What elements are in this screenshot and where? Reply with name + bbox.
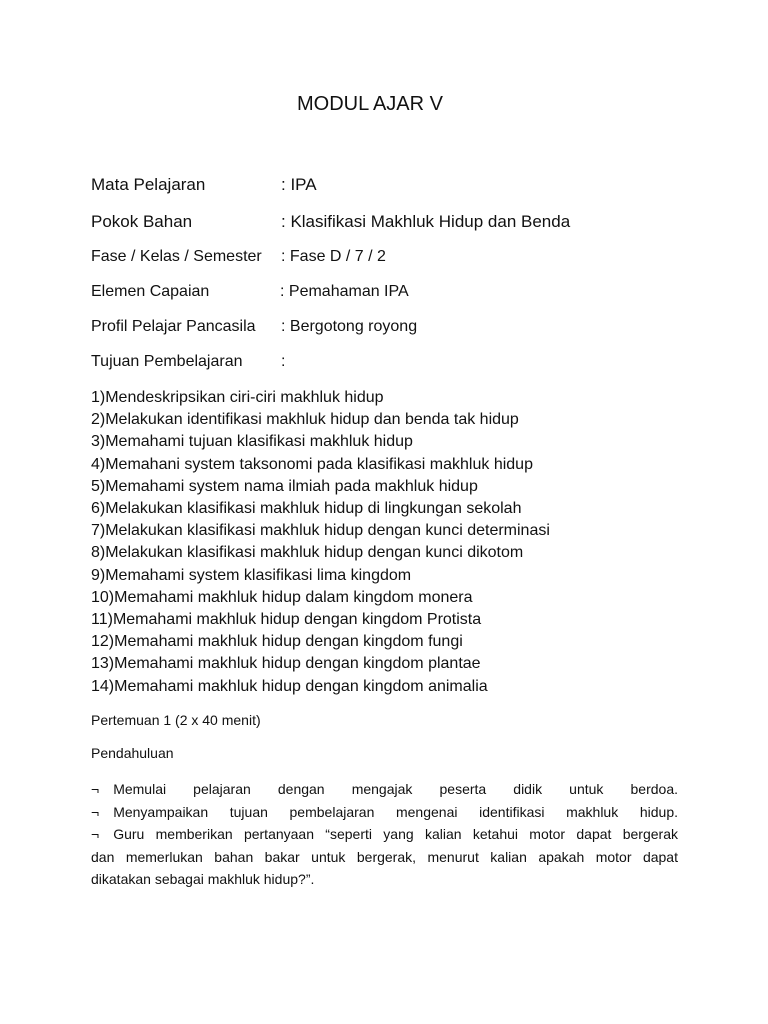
- list-item: 1)Mendeskripsikan ciri-ciri makhluk hidup: [91, 389, 384, 406]
- list-item: 12)Memahami makhluk hidup dengan kingdom fungi: [91, 633, 463, 651]
- bullet-text: Menyampaikan tujuan pembelajaran mengenai identifikasi makhluk hidup.: [113, 803, 678, 820]
- field-label: Profil Pelajar Pancasila: [91, 318, 256, 335]
- field-value: : Fase D / 7 / 2: [281, 248, 386, 265]
- bullet-line-3: [91, 823, 678, 846]
- field-tujuan-pembelajaran: [91, 353, 286, 371]
- list-item: 2)Melakukan identifikasi makhluk hidup dan benda tak hidup: [91, 411, 519, 429]
- list-item: 6)Melakukan klasifikasi makhluk hidup di lingkungan sekolah: [91, 500, 522, 518]
- bullet-continuation: dan memerlukan bahan bakar untuk bergerak, menurut kalian apakah motor dapat: [91, 848, 678, 865]
- field-label: Pokok Bahan: [91, 212, 193, 231]
- list-item: 3)Memahami tujuan klasifikasi makhluk hidup: [91, 433, 413, 451]
- bullet-paragraph: [91, 778, 678, 891]
- objectives-list: [91, 387, 550, 698]
- bullet-line-2: [91, 801, 678, 824]
- list-item: 4)Memahani system taksonomi pada klasifikasi makhluk hidup: [91, 455, 533, 473]
- field-label: Fase / Kelas / Semester: [91, 248, 262, 265]
- bullet-text: Memulai pelajaran dengan mengajak peserta didik untuk berdoa.: [113, 781, 678, 797]
- field-label: Elemen Capaian: [91, 283, 210, 300]
- field-value: : Bergotong royong: [281, 318, 418, 335]
- section-heading: Pendahuluan: [91, 745, 174, 761]
- bullet-icon: ¬: [91, 826, 100, 842]
- field-mata-pelajaran: [91, 175, 317, 195]
- bullet-line-1: [91, 778, 678, 801]
- list-item: 10)Memahami makhluk hidup dalam kingdom monera: [91, 588, 473, 606]
- field-label: Tujuan Pembelajaran: [91, 353, 243, 370]
- field-profil-pelajar: [91, 318, 418, 336]
- field-fase-kelas-semester: [91, 248, 386, 266]
- field-elemen-capaian: [91, 283, 409, 301]
- bullet-continuation: dikatakan sebagai makhluk hidup?”.: [91, 871, 315, 887]
- list-item: 7)Melakukan klasifikasi makhluk hidup dengan kunci determinasi: [91, 522, 550, 540]
- list-item: 9)Memahami system klasifikasi lima kingdom: [91, 566, 412, 584]
- list-item: 11)Memahami makhluk hidup dengan kingdom Protista: [91, 611, 482, 629]
- list-item: 5)Memahami system nama ilmiah pada makhluk hidup: [91, 477, 478, 495]
- field-value: :: [281, 353, 286, 370]
- bullet-text: Guru memberikan pertanyaan “seperti yang kalian ketahui motor dapat bergerak: [113, 826, 678, 842]
- list-item: 8)Melakukan klasifikasi makhluk hidup dengan kunci dikotom: [91, 544, 524, 562]
- field-value: : Klasifikasi Makhluk Hidup dan Benda: [281, 212, 571, 231]
- bullet-icon: ¬: [91, 781, 100, 797]
- field-value: : Pemahaman IPA: [280, 283, 409, 300]
- meeting-heading: Pertemuan 1 (2 x 40 menit): [91, 712, 261, 728]
- document-title: MODUL AJAR V: [297, 93, 443, 115]
- field-value: : IPA: [281, 175, 317, 194]
- field-pokok-bahan: [91, 212, 571, 232]
- list-item: 13)Memahami makhluk hidup dengan kingdom plantae: [91, 655, 481, 673]
- list-item: 14)Memahami makhluk hidup dengan kingdom animalia: [91, 677, 488, 695]
- bullet-icon: ¬: [91, 803, 100, 820]
- field-label: Mata Pelajaran: [91, 175, 206, 194]
